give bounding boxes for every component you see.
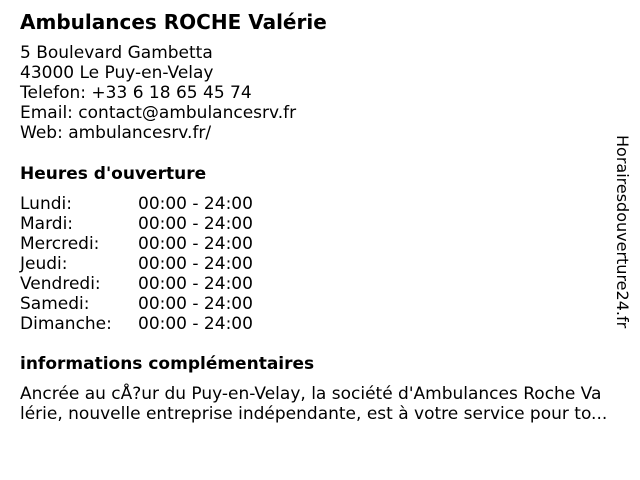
email-text: Email: contact@ambulancesrv.fr (20, 103, 297, 123)
hours-row-tuesday (20, 214, 280, 234)
time-range: 00:00 - 24:00 (138, 214, 253, 234)
business-name: Ambulances ROCHE Valérie (20, 10, 327, 34)
day-label: Mardi: (20, 214, 74, 234)
info-heading: informations complémentaires (20, 354, 315, 374)
info-line: lérie, nouvelle entreprise indépendante, est à votre service pour to... (20, 404, 608, 424)
hours-row-saturday (20, 294, 280, 314)
address-street: 5 Boulevard Gambetta (20, 43, 213, 63)
day-label: Vendredi: (20, 274, 101, 294)
hours-row-friday (20, 274, 280, 294)
time-range: 00:00 - 24:00 (138, 194, 253, 214)
web-text: Web: ambulancesrv.fr/ (20, 123, 212, 143)
hours-row-thursday (20, 254, 280, 274)
time-range: 00:00 - 24:00 (138, 274, 253, 294)
info-description (20, 384, 620, 424)
site-watermark: Horairesdouverture24.fr (613, 135, 632, 329)
hours-row-wednesday (20, 234, 280, 254)
day-label: Jeudi: (20, 254, 68, 274)
hours-table (20, 194, 280, 334)
time-range: 00:00 - 24:00 (138, 254, 253, 274)
info-line: Ancrée au cÅ?ur du Puy-en-Velay, la société d'Ambulances Roche Va (20, 384, 602, 404)
time-range: 00:00 - 24:00 (138, 314, 253, 334)
contact-block (20, 43, 296, 143)
day-label: Mercredi: (20, 234, 100, 254)
phone-text: Telefon: +33 6 18 65 45 74 (20, 83, 252, 103)
day-label: Lundi: (20, 194, 72, 214)
day-label: Samedi: (20, 294, 90, 314)
address-city: 43000 Le Puy-en-Velay (20, 63, 214, 83)
hours-row-sunday (20, 314, 280, 334)
time-range: 00:00 - 24:00 (138, 234, 253, 254)
time-range: 00:00 - 24:00 (138, 294, 253, 314)
day-label: Dimanche: (20, 314, 112, 334)
hours-row-monday (20, 194, 280, 214)
hours-heading: Heures d'ouverture (20, 164, 207, 184)
